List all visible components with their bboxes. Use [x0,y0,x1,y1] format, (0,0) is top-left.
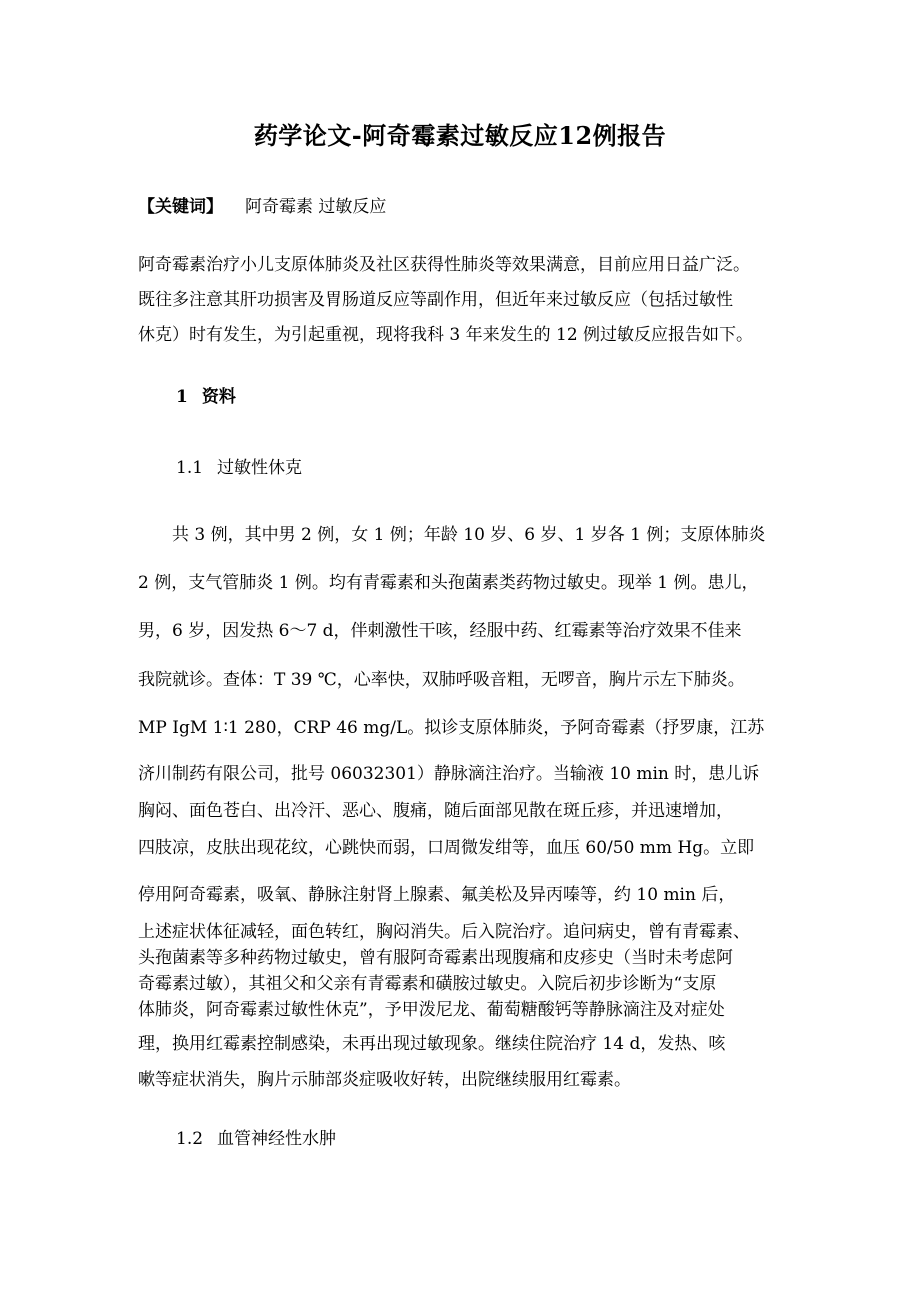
section-1-1-number: 1.1 [176,458,204,478]
body-line: 上述症状体征减轻，面色转红，胸闷消失。后入院治疗。追问病史，曾有青霉素、 [138,922,750,942]
intro-line: 休克）时有发生，为引起重视，现将我科 3 年来发生的 12 例过敏反应报告如下。 [138,325,754,345]
body-line: 2 例，支气管肺炎 1 例。均有青霉素和头孢菌素类药物过敏史。现举 1 例。患儿， [138,573,759,593]
intro-line: 既往多注意其肝功损害及胃肠道反应等副作用，但近年来过敏反应（包括过敏性 [138,290,733,310]
body-line: 体肺炎，阿奇霉素过敏性休克”，予甲泼尼龙、葡萄糖酸钙等静脉滴注及对症处 [138,1000,725,1020]
keywords-label: 【关键词】 [138,197,223,217]
section-1-1-heading [176,453,302,478]
body-line: 理，换用红霉素控制感染，未再出现过敏现象。继续住院治疗 14 d，发热、咳 [138,1034,726,1054]
section-1-heading [176,382,236,407]
body-line: 奇霉素过敏），其祖父和父亲有青霉素和磺胺过敏史。入院后初步诊断为“支原 [138,974,717,994]
keywords-value: 阿奇霉素 过敏反应 [245,197,387,217]
section-1-2-title: 血管神经性水肿 [217,1129,337,1149]
body-line: 我院就诊。查体：T 39 ℃，心率快，双肺呼吸音粗，无啰音，胸片示左下肺炎。 [138,670,745,690]
body-line: 头孢菌素等多种药物过敏史，曾有服阿奇霉素出现腹痛和皮疹史（当时未考虑阿 [138,948,733,968]
intro-line: 阿奇霉素治疗小儿支原体肺炎及社区获得性肺炎等效果满意，目前应用日益广泛。 [138,255,750,275]
body-line: 男，6 岁，因发热 6～7 d，伴刺激性干咳，经服中药、红霉素等治疗效果不佳来 [138,621,742,641]
section-1-2-heading [176,1124,336,1149]
intro-paragraph [138,248,798,353]
body-line: MP IgM 1∶1 280，CRP 46 mg/L。拟诊支原体肺炎，予阿奇霉素（抒罗康，江苏 [138,718,765,738]
body-line: 共 3 例，其中男 2 例，女 1 例；年龄 10 岁、6 岁、1 岁各 1 例；支原体肺炎 [138,525,766,545]
body-line: 嗽等症状消失，胸片示肺部炎症吸收好转，出院继续服用红霉素。 [138,1070,631,1090]
body-line: 四肢凉，皮肤出现花纹，心跳快而弱，口周微发绀等，血压 60/50 mm Hg。立即 [138,838,755,858]
document-title: 药学论文-阿奇霉素过敏反应12例报告 [253,121,667,150]
section-1-1-title: 过敏性休克 [217,458,303,478]
section-1-title: 资料 [201,387,236,407]
body-line: 济川制药有限公司，批号 06032301）静脉滴注治疗。当输液 10 min 时，患儿诉 [138,764,760,784]
body-line: 胸闷、面色苍白、出冷汗、恶心、腹痛，随后面部见散在斑丘疹，并迅速增加， [138,801,733,821]
section-1-2-number: 1.2 [176,1129,204,1149]
section-1-number: 1 [176,387,188,407]
keywords-line [138,192,386,217]
body-line: 停用阿奇霉素，吸氧、静脉注射肾上腺素、氟美松及异丙嗪等，约 10 min 后， [138,885,736,905]
